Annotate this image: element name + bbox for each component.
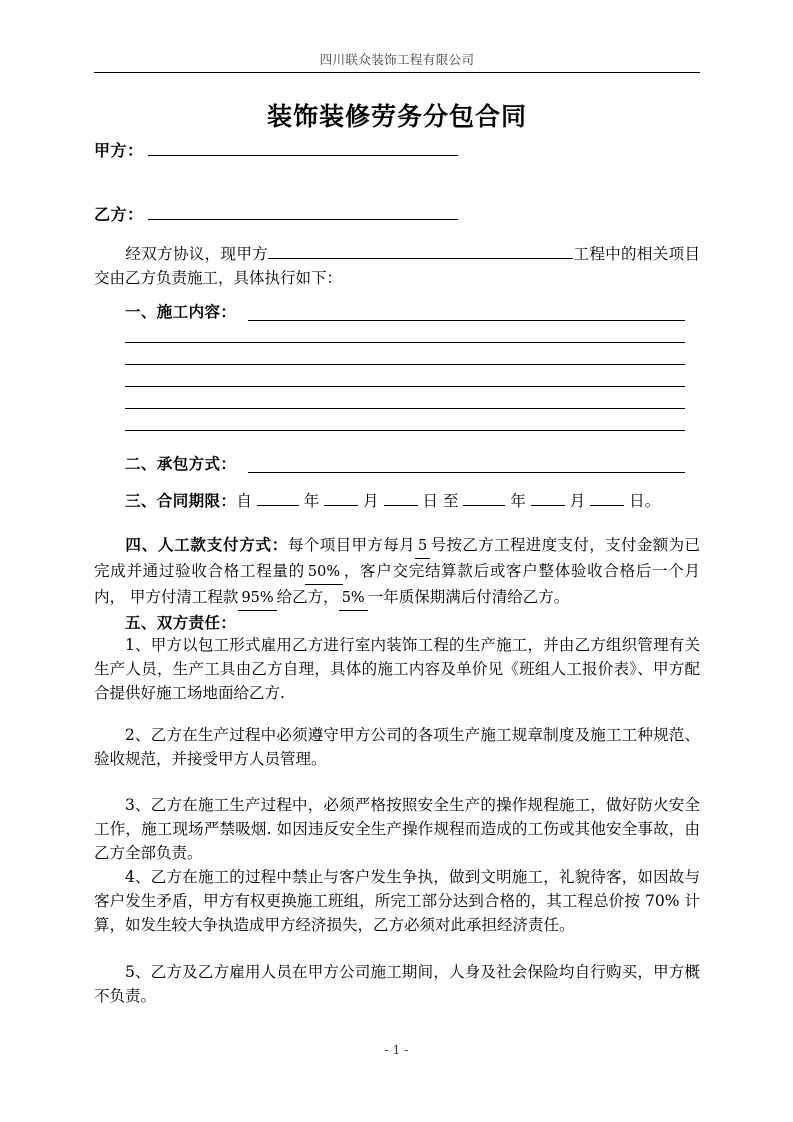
end-year-field[interactable] xyxy=(463,491,505,506)
payment-text-2: 号按乙方工程进度支付，支付金额为已完成并通过验收合格工程量的 xyxy=(94,536,700,580)
start-month-field[interactable] xyxy=(324,491,358,506)
payment-progress-percent[interactable]: 50% xyxy=(305,560,343,585)
responsibility-item xyxy=(94,865,700,937)
content-blank-line-4[interactable] xyxy=(125,408,685,409)
section-one-heading: 一、施工内容： xyxy=(125,302,237,321)
term-end-punct: 。 xyxy=(644,492,661,510)
section-two-value-line[interactable] xyxy=(248,472,685,473)
payment-retention-percent[interactable]: 5% xyxy=(339,586,368,611)
content-blank-line-5[interactable] xyxy=(125,430,685,431)
section-three-row xyxy=(94,489,700,513)
payment-text-5: 一年质保期满后付清给乙方。 xyxy=(367,588,570,606)
responsibility-item xyxy=(94,723,700,771)
start-day-field[interactable] xyxy=(384,491,418,506)
term-middle-label: 至 xyxy=(442,492,459,510)
responsibility-item xyxy=(94,960,700,1008)
project-name-field[interactable] xyxy=(268,243,573,259)
end-month-label: 月 xyxy=(569,492,586,510)
header-divider xyxy=(94,72,700,73)
payment-day-value[interactable]: 5 xyxy=(415,534,430,559)
party-a-field[interactable] xyxy=(148,139,458,156)
responsibility-item xyxy=(94,793,700,865)
section-two-heading: 二、承包方式： xyxy=(125,454,237,473)
section-five-heading: 五、双方责任： xyxy=(125,613,237,632)
section-four-heading: 四、人工款支付方式： xyxy=(125,535,289,554)
content-blank-line-2[interactable] xyxy=(125,364,685,365)
preamble-tail: 工程中的相关项目交由乙方负责施工，具体执行如下： xyxy=(94,245,700,287)
payment-text-4: 给乙方， xyxy=(276,588,339,606)
preamble-lead: 经双方协议，现甲方 xyxy=(125,245,269,263)
responsibility-text: 3、乙方在施工生产过程中，必须严格按照安全生产的操作规程施工，做好防火安全工作，施工现场严禁吸烟. 如因违反安全生产操作规程而造成的工伤或其他安全事故，由乙方全部负责。 xyxy=(94,796,700,862)
section-one-value-line[interactable] xyxy=(248,320,685,321)
party-b-field[interactable] xyxy=(148,203,458,220)
end-month-field[interactable] xyxy=(531,491,565,506)
start-year-field[interactable] xyxy=(257,491,299,506)
responsibility-item xyxy=(94,633,700,705)
payment-text-1: 每个项目甲方每月 xyxy=(288,536,415,554)
section-three-heading: 三、合同期限： xyxy=(125,491,237,510)
start-day-label: 日 xyxy=(422,492,438,510)
end-day-field[interactable] xyxy=(590,491,624,506)
responsibility-text: 4、乙方在施工的过程中禁止与客户发生争执，做到文明施工，礼貌待客，如因故与客户发生矛盾，甲方有权更换施工班组，所完工部分达到合格的，其工程总价按 70% 计算，如发生较大争执造成甲方经济损失，乙方必须对此承担经济责任。 xyxy=(94,868,700,934)
party-a-row xyxy=(94,138,458,161)
responsibility-text: 2、乙方在生产过程中必须遵守甲方公司的各项生产施工规章制度及施工工种规范、验收规范，并接受甲方人员管理。 xyxy=(94,726,700,768)
section-four-paragraph xyxy=(94,533,700,611)
content-blank-line-1[interactable] xyxy=(125,342,685,343)
payment-text-3: ，客户交完结算款后或客户整体验收合格后一个月内， 甲方付清工程款 xyxy=(94,562,700,606)
payment-final-percent[interactable]: 95% xyxy=(238,586,276,611)
start-year-label: 年 xyxy=(303,492,320,510)
term-start-prefix: 自 xyxy=(236,492,252,510)
end-year-label: 年 xyxy=(510,492,526,510)
responsibility-text: 1、甲方以包工形式雇用乙方进行室内装饰工程的生产施工，并由乙方组织管理有关生产人员，生产工具由乙方自理，具体的施工内容及单价见《班组人工报价表》、甲方配合提供好施工场地面给乙方. xyxy=(94,636,700,702)
preamble-paragraph xyxy=(94,242,700,290)
party-b-row xyxy=(94,202,458,225)
page-number: - 1 - xyxy=(384,1042,409,1057)
content-blank-line-3[interactable] xyxy=(125,386,685,387)
running-header: 四川联众装饰工程有限公司 xyxy=(319,52,475,67)
end-day-label: 日 xyxy=(629,492,645,510)
party-b-label: 乙方： xyxy=(94,205,144,224)
party-a-label: 甲方： xyxy=(94,141,144,160)
section-five-heading-row xyxy=(94,611,700,635)
responsibility-text: 5、乙方及乙方雇用人员在甲方公司施工期间，人身及社会保险均自行购买，甲方概不负责。 xyxy=(94,963,700,1005)
start-month-label: 月 xyxy=(363,492,379,510)
page-title: 装饰装修劳务分包合同 xyxy=(266,101,527,131)
